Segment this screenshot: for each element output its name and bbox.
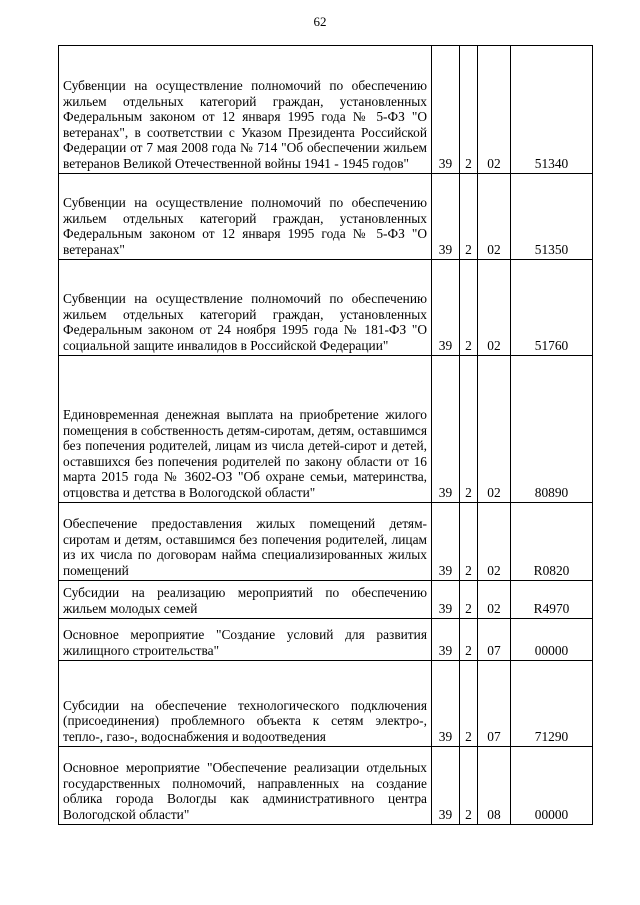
- row-code-4: 00000: [511, 619, 593, 661]
- table-row: [59, 661, 593, 747]
- row-code-1: 39: [432, 46, 460, 174]
- row-code-3: 07: [478, 619, 511, 661]
- row-code-4: R4970: [511, 581, 593, 619]
- row-code-1: 39: [432, 619, 460, 661]
- table-row: [59, 260, 593, 356]
- row-code-1: 39: [432, 661, 460, 747]
- budget-classification-table: [58, 45, 593, 825]
- row-description: Основное мероприятие "Обеспечение реализации отдельных государственных полномочий, направленных на создание облика города Вологды как административного центра Вологодской области": [59, 747, 432, 825]
- row-code-4: 00000: [511, 747, 593, 825]
- row-code-4: R0820: [511, 503, 593, 581]
- row-code-2: 2: [460, 260, 478, 356]
- row-code-3: 08: [478, 747, 511, 825]
- row-code-1: 39: [432, 503, 460, 581]
- row-code-4: 51350: [511, 174, 593, 260]
- table-row: [59, 174, 593, 260]
- row-code-2: 2: [460, 356, 478, 503]
- row-code-4: 51760: [511, 260, 593, 356]
- row-description: Субвенции на осуществление полномочий по обеспечению жильем отдельных категорий граждан, установленных Федеральным законом от 12 января 1995 года № 5-ФЗ "О ветеранах", в соответствии с Указом Президента Российской Федерации от 7 мая 2008 года № 714 "Об обеспечении жильем ветеранов Великой Отечественной войны 1941 - 1945 годов": [59, 46, 432, 174]
- row-description: Субвенции на осуществление полномочий по обеспечению жильем отдельных категорий граждан, установленных Федеральным законом от 12 января 1995 года № 5-ФЗ "О ветеранах": [59, 174, 432, 260]
- row-code-2: 2: [460, 46, 478, 174]
- row-code-2: 2: [460, 503, 478, 581]
- row-code-4: 80890: [511, 356, 593, 503]
- row-code-2: 2: [460, 619, 478, 661]
- row-code-1: 39: [432, 581, 460, 619]
- row-code-1: 39: [432, 747, 460, 825]
- row-code-3: 02: [478, 503, 511, 581]
- table-row: [59, 747, 593, 825]
- table-row: [59, 581, 593, 619]
- row-code-2: 2: [460, 581, 478, 619]
- table-row: [59, 619, 593, 661]
- row-code-2: 2: [460, 174, 478, 260]
- row-description: Единовременная денежная выплата на приобретение жилого помещения в собственность детям-сиротам, детям, оставшимся без попечения родителей, лицам из числа детей-сирот и детей, оставшихся без попечения родителей по закону области от 16 марта 2015 года № 3602-ОЗ "Об охране семьи, материнства, отцовства и детства в Вологодской области": [59, 356, 432, 503]
- row-code-3: 02: [478, 46, 511, 174]
- row-description: Обеспечение предоставления жилых помещений детям-сиротам и детям, оставшимся без попечения родителей, лицам из их числа по договорам найма специализированных жилых помещений: [59, 503, 432, 581]
- table-row: [59, 46, 593, 174]
- table-row: [59, 356, 593, 503]
- row-description: Субсидии на обеспечение технологического подключения (присоединения) проблемного объекта к сетям электро-, тепло-, газо-, водоснабжения и водоотведения: [59, 661, 432, 747]
- row-code-3: 02: [478, 581, 511, 619]
- row-code-3: 02: [478, 260, 511, 356]
- row-code-4: 51340: [511, 46, 593, 174]
- row-code-3: 07: [478, 661, 511, 747]
- page-number: 62: [313, 14, 327, 29]
- row-description: Субвенции на осуществление полномочий по обеспечению жильем отдельных категорий граждан, установленных Федеральным законом от 24 ноября 1995 года № 181-ФЗ "О социальной защите инвалидов в Российской Федерации": [59, 260, 432, 356]
- row-code-1: 39: [432, 174, 460, 260]
- row-code-1: 39: [432, 260, 460, 356]
- row-description: Основное мероприятие "Создание условий для развития жилищного строительства": [59, 619, 432, 661]
- row-code-3: 02: [478, 174, 511, 260]
- row-code-3: 02: [478, 356, 511, 503]
- row-code-4: 71290: [511, 661, 593, 747]
- row-code-2: 2: [460, 747, 478, 825]
- row-description: Субсидии на реализацию мероприятий по обеспечению жильем молодых семей: [59, 581, 432, 619]
- table-row: [59, 503, 593, 581]
- row-code-1: 39: [432, 356, 460, 503]
- row-code-2: 2: [460, 661, 478, 747]
